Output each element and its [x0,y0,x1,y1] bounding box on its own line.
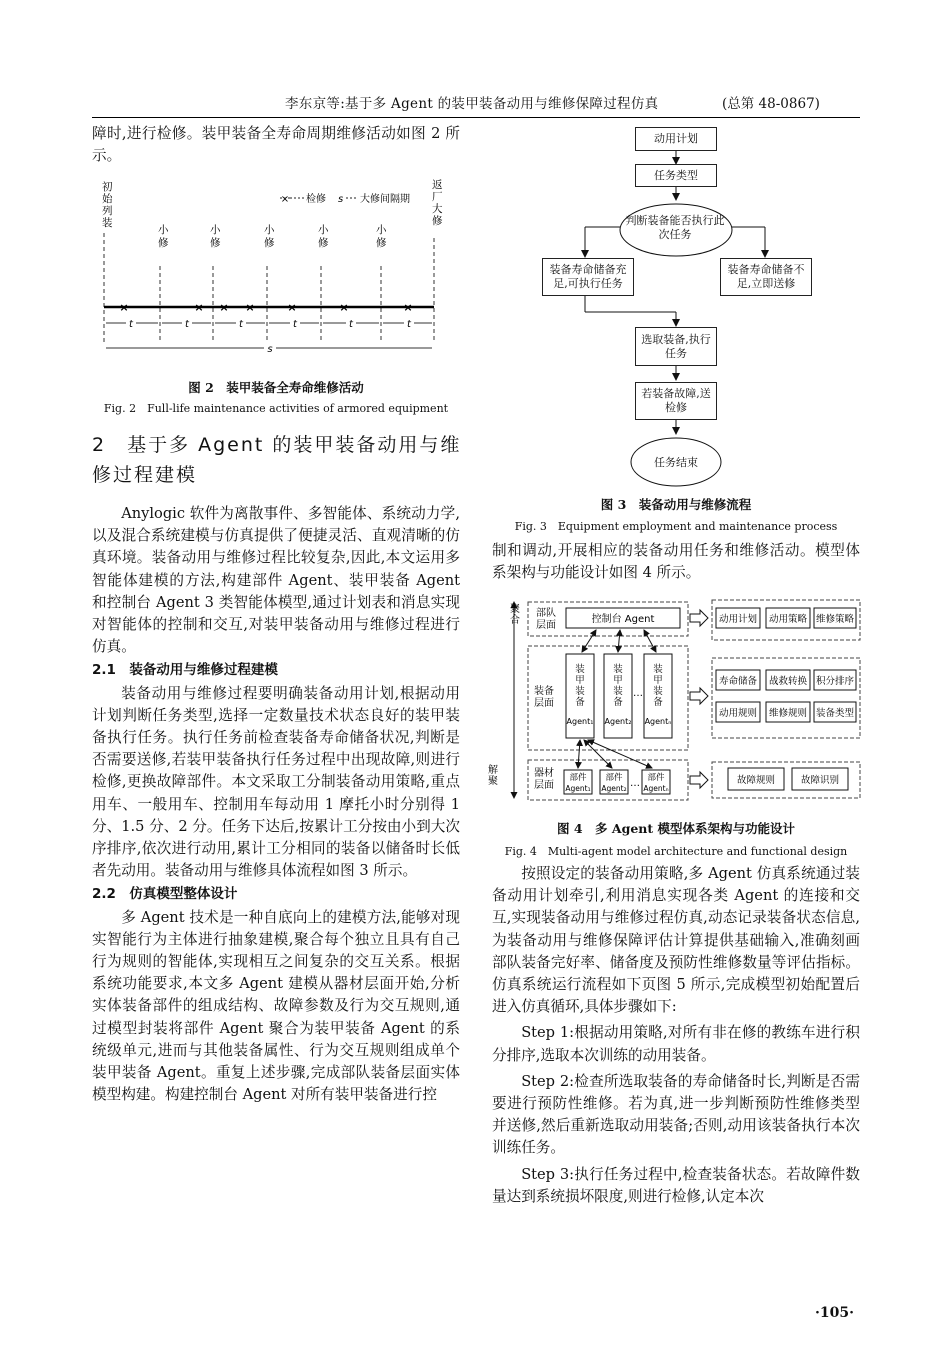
svg-text:寿命储备: 寿命储备 [718,676,758,687]
paragraph-process: 装备动用与维修过程要明确装备动用计划,根据动用计划判断任务类型,选择一定数量技术状态良好的装甲装备执行任务。执行任务前检查装备寿命储备状况,判断是否需要送修,若装甲装备执行任务过程中出现故障,则进行检修,更换故障部件。本文采取工分制装备动用策略,重点用车、一般用车、控制用车每动用 1 摩托小时分别得 1 分、1.5 分、2 分。任务下达后,按累计工分按由小到大次序排序,依次进行动用,累计工分相同的装备以储备时长低者先动用。装备动用与维修具体流程如图 3 所示。 [92,684,460,880]
svg-text:×: × [119,301,129,314]
svg-text:装备类型: 装备类型 [815,708,855,719]
fig3-node-decision-text: 判断装备能否执行此次任务 [625,214,725,241]
issue-code: (总第 48-0867) [722,96,820,112]
paragraph-anylogic: Anylogic 软件为离散事件、多智能体、系统动力学,以及混合系统建模与仿真提供了便捷灵活、直观清晰的仿真环境。装备动用与维修过程比较复杂,因此,本文运用多智能体建模的方法,构建部件 Agent、装甲装备 Agent 和控制台 Agent 3 类智能体模型,通过计划表和消息实现对智能体的控制和交互,对装甲装备动用与维修过程进行仿真。 [92,505,460,656]
svg-text:Agent₁: Agent₁ [565,784,591,793]
svg-text:…: … [630,778,640,789]
svg-text:Agent₂: Agent₂ [601,784,627,793]
svg-text:t: t [239,319,243,330]
fig3-node-end-text: 任务结束 [654,456,698,469]
fig4-caption: 图 4 多 Agent 模型体系架构与功能设计 [556,821,795,836]
fig3-caption: 图 3 装备动用与维修流程 [600,497,752,512]
fig3-caption-en: Fig. 3 Equipment employment and maintenance process [514,520,838,533]
svg-text:×: × [280,194,290,205]
running-header: 李东京等:基于多 Agent 的装甲装备动用与维修保障过程仿真 [285,96,659,112]
svg-text:小修: 小修 [376,224,387,249]
svg-text:×: × [219,301,229,314]
svg-text:动用规则: 动用规则 [718,708,758,719]
right-intro: 制和调动,开展相应的装备动用任务和维修活动。模型体系架构与功能设计如图 4 所示。 [492,542,860,582]
svg-text:战救转换: 战救转换 [768,676,808,687]
svg-text:t: t [185,319,189,330]
svg-text:积分排序: 积分排序 [815,676,855,687]
fig3-node-insufficient: 装备寿命储备不足,立即送修 [720,258,812,296]
svg-text:部件: 部件 [569,773,587,783]
section-2-heading: 2 基于多 Agent 的装甲装备动用与维修过程建模 [92,434,462,486]
svg-text:装甲装备: 装甲装备 [613,664,623,708]
fig3-node-fault: 若装备故障,送检修 [635,382,717,420]
fig2-legend [280,192,410,205]
svg-text:部件: 部件 [605,773,623,783]
svg-text:维修规则: 维修规则 [768,708,808,719]
fig3-node-task-type: 任务类型 [635,164,717,187]
svg-text:t: t [349,319,353,330]
svg-text:t: t [129,319,133,330]
svg-text:t: t [293,319,297,330]
fig2-dashed-lines [104,233,434,343]
left-intro: 障时,进行检修。装甲装备全寿命周期维修活动如图 2 所示。 [92,125,460,165]
fig2-minor-labels [158,223,387,249]
step-2: Step 2:检查所选取装备的寿命储备时长,判断是否需要进行预防性维修。若为真,进一步判断预防性维修类型并送修,然后重新选取动用装备;否则,动用该装备执行本次训练任务。 [492,1072,860,1157]
svg-text:Agent₁: Agent₁ [566,717,594,726]
fig4-function-boxes [716,608,856,790]
svg-text:小修: 小修 [264,224,275,249]
svg-text:部件: 部件 [647,773,665,783]
fig4-equip-agents [566,654,672,738]
fig2-start-label: 初始列装 [102,181,113,229]
svg-text:动用策略: 动用策略 [768,614,808,625]
fig2-caption-en: Fig. 2 Full-life maintenance activities of armored equipment [103,402,449,415]
fig4-aggregate: 聚合 [510,604,520,626]
svg-text:×: × [287,301,297,314]
svg-text:Agentₙ: Agentₙ [644,717,672,726]
fig4-mapping-arrows [690,610,708,788]
fig2-caption: 图 2 装甲装备全寿命维修活动 [188,380,364,395]
svg-text:×: × [245,301,255,314]
section-2-1-heading: 2.1 装备动用与维修过程建模 [92,662,278,679]
svg-text:t: t [407,319,411,330]
svg-text:动用计划: 动用计划 [718,614,758,625]
page-number: ·105· [815,1305,854,1321]
fig4-diagram [490,598,862,806]
fig4-part-agents [564,770,670,794]
svg-text:小修: 小修 [318,224,329,249]
fig2-end-label: 返厂大修 [432,179,443,227]
svg-text:大修间隔期: 大修间隔期 [360,194,410,205]
fig4-layer2: 装备层面 [534,686,554,709]
svg-text:故障识别: 故障识别 [800,775,840,786]
right-body [492,863,860,1208]
step-3: Step 3:执行任务过程中,检查装备状态。若故障件数量达到系统损坏限度,则进行检修,认定本次 [492,1165,860,1205]
svg-text:装甲装备: 装甲装备 [575,664,585,708]
svg-text:控制台 Agent: 控制台 Agent [591,614,655,625]
svg-text:×: × [194,301,204,314]
svg-text:×: × [339,301,349,314]
svg-text:Agentₙ: Agentₙ [643,784,669,793]
svg-text:检修: 检修 [306,194,326,205]
fig3-node-select: 选取装备,执行任务 [635,327,717,366]
fig4-layer1: 部队层面 [536,608,556,631]
svg-text:装甲装备: 装甲装备 [653,664,663,708]
svg-text:小修: 小修 [158,224,169,249]
svg-text:故障规则: 故障规则 [736,775,776,786]
svg-text:维修策略: 维修策略 [815,614,855,625]
svg-text:s: s [338,194,344,205]
left-body [92,503,460,1106]
svg-text:…: … [633,688,643,699]
fig2-diagram [92,178,460,368]
fig3-node-plan: 动用计划 [635,127,717,151]
step-1: Step 1:根据动用策略,对所有非在修的教练车进行积分排序,选取本次训练的动用装备。 [492,1024,860,1064]
fig4-layer3: 器材层面 [534,768,554,791]
fig4-decompose: 解聚 [488,765,498,787]
paragraph-multi-agent: 多 Agent 技术是一种自底向上的建模方法,能够对现实智能行为主体进行抽象建模,聚合每个独立且具有自己行为规则的智能体,实现相互之间复杂的交互关系。根据系统功能要求,本文多 Agent 建模从器材层面开始,分析实体装备部件的组成结构、故障参数及行为交互规则,通过模型封装将部件 Agent 聚合为装甲装备 Agent 的系统级单元,进而与其他装备属性、行为交互规则组成单个装甲装备 Agent。重复上述步骤,完成部队装备层面实体模型构建。构建控制台 Agent 对所有装甲装备进行控 [92,908,460,1104]
paragraph-simulation: 按照设定的装备动用策略,多 Agent 仿真系统通过装备动用计划牵引,利用消息实现各类 Agent 的连接和交互,实现装备动用与维修过程仿真,动态记录装备状态信息,为装备动用与维修保障评估计算提供基础输入,准确刻画部队装备完好率、储备度及预防性维修数量等评估指标。仿真系统运行流程如下页图 5 所示,完成模型初始配置后进入仿真循环,具体步骤如下: [492,865,860,1016]
section-2-2-heading: 2.2 仿真模型整体设计 [92,886,238,903]
svg-text:小修: 小修 [210,224,221,249]
fig4-caption-en: Fig. 4 Multi-agent model architecture and functional design [504,845,848,858]
svg-text:Agent₂: Agent₂ [604,717,632,726]
svg-text:s: s [267,344,273,355]
fig3-node-sufficient: 装备寿命储备充足,可执行任务 [542,258,634,296]
header-rule [92,117,860,118]
svg-text:×: × [403,301,413,314]
